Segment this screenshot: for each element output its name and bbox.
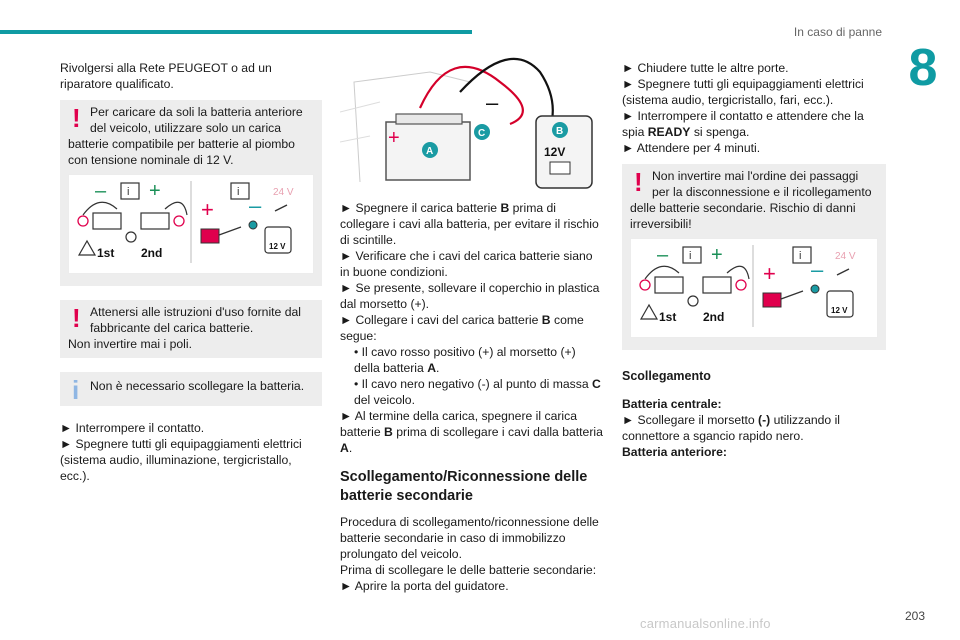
step-item: ► Attendere per 4 minuti.: [622, 141, 761, 155]
step-item: ► Scollegare il morsetto (-) utilizzando il connettore a sgancio rapido nero.: [622, 413, 841, 443]
svg-text:i: i: [799, 250, 802, 262]
column-right: [622, 60, 886, 460]
header-accent-bar: [0, 30, 472, 34]
warning-exclamation-icon: !: [72, 103, 81, 133]
charging-diagram-svg: [631, 239, 875, 333]
step-item: ► Interrompere il contatto.: [60, 421, 205, 435]
section-heading: Scollegamento/Riconnessione delle batterie secondarie: [340, 469, 588, 504]
charging-diagram: [68, 174, 314, 274]
step-2nd-label: 2nd: [703, 310, 725, 324]
info-box-battery: [60, 372, 322, 406]
step-1st-label: 1st: [97, 246, 115, 260]
warning-box-charger: [60, 100, 322, 286]
warning-text-line2: Non invertire mai i poli.: [68, 337, 192, 351]
step-2nd-label: 2nd: [141, 246, 163, 260]
page-number: 203: [905, 609, 926, 623]
chapter-number: 8: [908, 39, 938, 97]
warning-text-line2: batterie compatibile per batterie al piombo con tensione nominale di 12 V.: [68, 137, 295, 167]
prohibited-icon: [174, 216, 184, 226]
charger-voltage-label: 12V: [544, 145, 566, 159]
step-item: ► Verificare che i cavi del carica batterie siano in buone condizioni.: [340, 249, 593, 279]
sub-step-item: • Il cavo rosso positivo (+) al morsetto (+) della batteria A.: [354, 345, 576, 375]
minus-sign-icon: –: [95, 180, 107, 202]
step-item: ► Chiudere tutte le altre porte.: [622, 61, 789, 75]
plus-sign-icon: +: [388, 127, 400, 149]
charging-diagram-svg: [69, 175, 313, 269]
battery-charger-figure: [340, 52, 604, 192]
column-left: [60, 60, 322, 484]
red-clamp-icon: [201, 229, 219, 243]
battery-2-icon: [141, 213, 169, 229]
section-heading: Scollegamento: [622, 369, 711, 383]
step-item: ► Spegnere tutti gli equipaggiamenti elettrici (sistema audio, illuminazione, tergicristallo, ecc.).: [60, 437, 302, 483]
warning-box-order: [622, 164, 886, 350]
step-item: ► Spegnere il carica batterie B prima di collegare i cavi alla batteria, per evitare il rischio di scintille.: [340, 201, 599, 247]
warning-text-line1: Non invertire mai l'ordine dei passaggi per la disconnessione e il ricollegamento: [652, 169, 872, 199]
red-clamp-icon: [763, 293, 781, 307]
step-item: ► Al termine della carica, spegnere il carica batterie B prima di scollegare i cavi dalla batteria A.: [340, 409, 603, 455]
hazard-triangle-icon: [641, 305, 657, 319]
battery-1-icon: [655, 277, 683, 293]
step-item: ► Collegare i cavi del carica batterie B come segue:: [340, 313, 584, 343]
prohibited-icon: [78, 216, 88, 226]
manual-book-icon: [231, 183, 249, 199]
manual-book-icon: [683, 247, 701, 263]
minus-sign-icon: –: [486, 90, 499, 115]
minus-sign-icon: –: [249, 193, 262, 218]
step-item: ► Se presente, sollevare il coperchio in plastica dal morsetto (+).: [340, 281, 600, 311]
voltage-24v-label: 24 V: [273, 187, 294, 198]
battery-2-icon: [703, 277, 731, 293]
battery-1-icon: [93, 213, 121, 229]
procedure-text: Prima di scollegare le delle batterie secondarie:: [340, 563, 597, 577]
info-icon: i: [72, 375, 80, 405]
voltage-12v-label: 12 V: [831, 306, 848, 315]
procedure-text: Procedura di scollegamento/riconnessione delle batterie secondarie in caso di immobilizzo prolungato del veicolo.: [340, 515, 599, 561]
svg-text:i: i: [237, 186, 240, 198]
manual-book-icon: [121, 183, 139, 199]
sub-step-item: • Il cavo nero negativo (-) al punto di massa C del veicolo.: [354, 377, 601, 407]
svg-text:i: i: [127, 186, 130, 198]
plus-sign-icon: +: [763, 261, 776, 286]
subheading-front-battery: Batteria anteriore:: [622, 445, 727, 459]
warning-text-line1: Attenersi alle istruzioni d'uso fornite dal fabbricante del carica batterie.: [90, 305, 301, 335]
minus-sign-icon: –: [657, 244, 669, 266]
warning-text-line1: Per caricare da soli la batteria anteriore del veicolo, utilizzare solo un carica: [90, 105, 303, 135]
voltage-24v-label: 24 V: [835, 251, 856, 262]
plus-sign-icon: +: [711, 244, 723, 266]
warning-exclamation-icon: !: [72, 303, 81, 333]
subheading-central-battery: Batteria centrale:: [622, 397, 722, 411]
intro-text: Rivolgersi alla Rete PEUGEOT o ad un riparatore qualificato.: [60, 61, 272, 91]
battery-charger-figure-svg: [340, 52, 602, 192]
label-b-text: B: [556, 126, 564, 137]
plus-sign-icon: +: [149, 180, 161, 202]
warning-text-line2: delle batterie secondarie. Rischio di danni irreversibili!: [630, 201, 856, 231]
minus-sign-icon: –: [811, 257, 824, 282]
prohibited-icon: [736, 280, 746, 290]
svg-text:i: i: [689, 250, 692, 262]
label-a-text: A: [426, 146, 434, 157]
warning-box-instructions: [60, 300, 322, 358]
step-1st-label: 1st: [659, 310, 677, 324]
charging-diagram: [630, 238, 878, 338]
column-middle: [340, 52, 604, 594]
hazard-triangle-icon: [79, 241, 95, 255]
step-item: ► Interrompere il contatto e attendere che la spia READY si spenga.: [622, 109, 864, 139]
step-item: ► Aprire la porta del guidatore.: [340, 579, 509, 593]
step-item: ► Spegnere tutti gli equipaggiamenti elettrici (sistema audio, tergicristallo, fari, ecc.).: [622, 77, 864, 107]
manual-book-icon: [793, 247, 811, 263]
voltage-12v-label: 12 V: [269, 242, 286, 251]
watermark: carmanualsonline.info: [640, 616, 771, 631]
info-text: Non è necessario scollegare la batteria.: [90, 379, 305, 393]
warning-exclamation-icon: !: [634, 167, 643, 197]
prohibited-icon: [640, 280, 650, 290]
label-c-text: C: [478, 128, 486, 139]
section-title: In caso di panne: [793, 25, 882, 39]
plus-sign-icon: +: [201, 197, 214, 222]
